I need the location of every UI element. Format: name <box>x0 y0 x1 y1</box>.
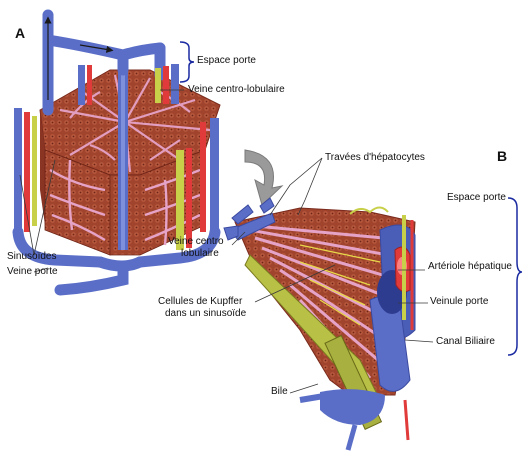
label-veine-centro-lobulaire-b-1: Veine centro <box>168 236 224 247</box>
label-canal-biliaire: Canal Biliaire <box>436 336 495 347</box>
label-kupffer-1: Cellules de Kupffer <box>158 296 243 307</box>
label-sinusoides: Sinusoïdes <box>7 251 57 262</box>
label-espace-porte-b: Espace porte <box>447 192 506 203</box>
curved-arrow-icon <box>245 150 282 205</box>
label-travees-hepatocytes: Travées d'hépatocytes <box>325 152 425 163</box>
label-veinule-porte: Veinule porte <box>430 296 489 307</box>
label-veine-centro-lobulaire-a: Veine centro-lobulaire <box>188 84 285 95</box>
label-veine-porte-a: Veine porte <box>7 266 58 277</box>
label-kupffer-2: dans un sinusoïde <box>165 308 247 319</box>
label-veine-centro-lobulaire-b-2: lobulaire <box>181 248 219 259</box>
panel-letter-a: A <box>15 25 26 41</box>
bracket-espace-porte-b <box>508 198 522 355</box>
label-espace-porte-a: Espace porte <box>197 55 256 66</box>
label-bile: Bile <box>271 386 288 397</box>
bracket-espace-porte-a <box>180 42 194 82</box>
panel-b-lobule-section <box>224 198 415 450</box>
panel-letter-b: B <box>497 148 508 164</box>
label-arteriole-hepatique: Artériole hépatique <box>428 261 512 272</box>
